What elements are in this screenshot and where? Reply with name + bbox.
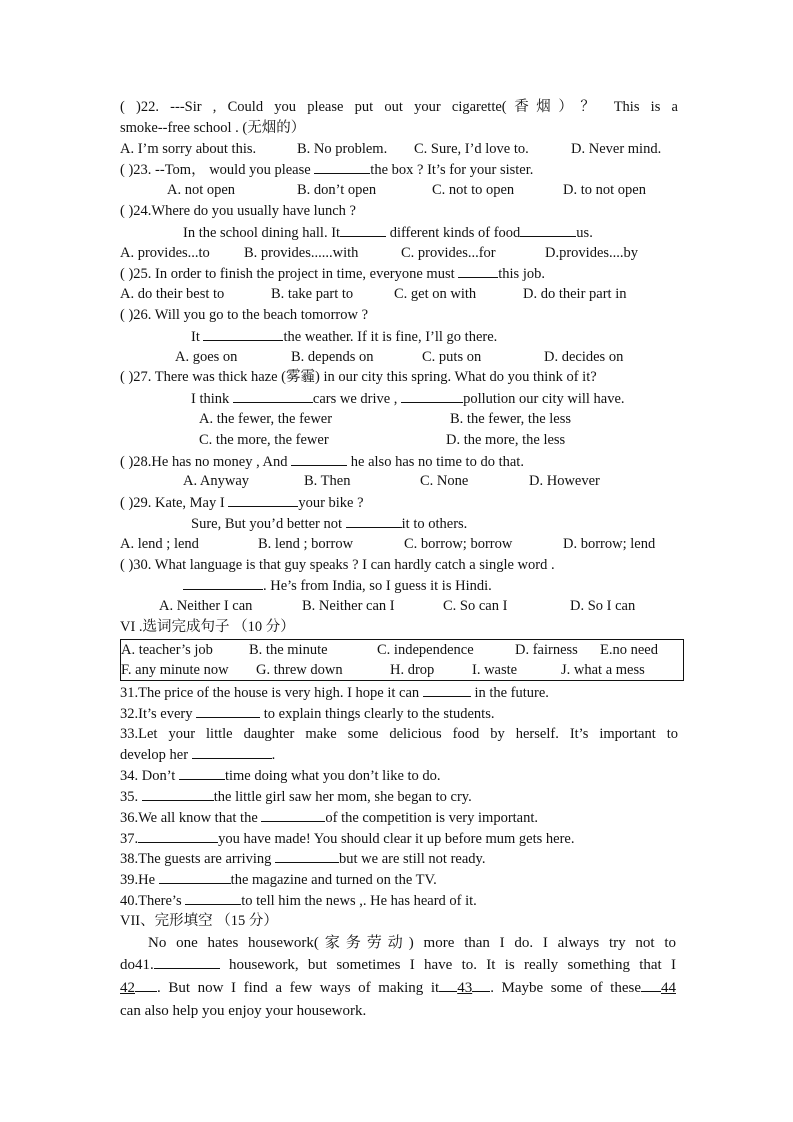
- q23-options: [120, 180, 678, 201]
- q27-line2: [120, 388, 678, 409]
- q33-line1: 33.Let your little daughter make some delicious food by herself. It’s important to: [120, 725, 678, 742]
- q24-line2-b: different kinds of food: [386, 224, 521, 241]
- q27-blank-2: [401, 388, 463, 403]
- q23-line1: [120, 159, 678, 180]
- word-bank: [120, 639, 684, 681]
- q24-options: [120, 243, 678, 264]
- q33-post: .: [271, 747, 276, 764]
- q30-blank: [183, 575, 263, 590]
- q29-option-b: B. lend ; borrow: [258, 535, 354, 552]
- q28-line1: [120, 451, 678, 472]
- q26-options: [120, 347, 678, 368]
- word-f: F. any minute now: [121, 661, 229, 678]
- q27-blank-1: [233, 388, 313, 403]
- q24-option-d: D.provides....by: [545, 244, 639, 261]
- q27-options-row2: [120, 430, 678, 451]
- word-bank-row1: [121, 640, 683, 660]
- q27-line2-c: pollution our city will have.: [463, 391, 625, 408]
- q26-line2-b: the weather. If it is fine, I’ll go there.: [283, 328, 498, 345]
- q27-line2-b: cars we drive ,: [312, 391, 402, 408]
- q23-stem-pre: ( )23. --Tom， would you please: [120, 162, 315, 179]
- q22-line1: ( )22. ---Sir , Could you please put out your cigarette(香烟）？ This is a: [120, 99, 678, 115]
- q31-pre: 31.The price of the house is very high. I hope it can: [120, 684, 423, 701]
- q36-pre: 36.We all know that the: [120, 809, 262, 826]
- q24-option-a: A. provides...to: [120, 244, 210, 261]
- q40-pre: 40.There’s: [120, 892, 186, 909]
- q40-post: to tell him the news ,. He has heard of it.: [241, 892, 477, 909]
- q34-pre: 34. Don’t: [120, 768, 179, 785]
- q24-line2-c: us.: [576, 224, 593, 241]
- q22-option-a: A. I’m sorry about this.: [120, 140, 257, 157]
- q36: [120, 807, 678, 828]
- q29-line2: [120, 513, 678, 534]
- cloze-43-blank: 43: [457, 980, 473, 997]
- q31-post: in the future.: [470, 684, 549, 701]
- q28-stem-post: he also has no time to do that.: [347, 453, 524, 470]
- q22-option-d: D. Never mind.: [571, 140, 662, 157]
- q25-line1: [120, 263, 678, 284]
- q27-options-row1: [120, 409, 678, 430]
- q39-post: the magazine and turned on the TV.: [230, 872, 437, 889]
- q39-blank: [159, 869, 231, 884]
- q40-blank: [185, 890, 241, 905]
- q33-pre: develop her: [120, 747, 192, 764]
- q26-option-b: B. depends on: [291, 348, 374, 365]
- q35-pre: 35.: [120, 788, 142, 805]
- word-b: B. the minute: [249, 641, 328, 658]
- q35: [120, 786, 678, 807]
- q23-stem-post: the box ? It’s for your sister.: [370, 162, 534, 179]
- q23-blank: [314, 159, 370, 174]
- q37-post: you have made! You should clear it up before mum gets here.: [218, 830, 575, 847]
- cloze-42-blank: 42: [120, 980, 135, 997]
- cloze-41-pre: do41.: [120, 957, 154, 974]
- q30-options: [120, 596, 678, 617]
- q28-option-b: B. Then: [304, 473, 351, 490]
- q28-stem-pre: ( )28.He has no money , And: [120, 453, 292, 470]
- q36-blank: [261, 807, 325, 822]
- q32-pre: 32.It’s every: [120, 705, 197, 722]
- word-a: A. teacher’s job: [121, 641, 213, 658]
- q38: [120, 848, 678, 869]
- q32: [120, 703, 678, 724]
- q26-option-c: C. puts on: [422, 348, 482, 365]
- q26-option-d: D. decides on: [544, 348, 624, 365]
- q28-options: [120, 471, 678, 492]
- q22-option-c: C. Sure, I’d love to.: [414, 140, 529, 157]
- q39-pre: 39.He: [120, 872, 159, 889]
- q27-option-a: A. the fewer, the fewer: [199, 410, 333, 427]
- q25-stem-pre: ( )25. In order to finish the project in time, everyone must: [120, 266, 459, 283]
- cloze-41-blank: [154, 954, 220, 969]
- q29-options: [120, 534, 678, 555]
- cloze-44-underline-pre: [641, 977, 661, 992]
- q35-post: the little girl saw her mom, she began to cry.: [213, 788, 472, 805]
- cloze-line3: [120, 977, 676, 1000]
- q28-option-a: A. Anyway: [183, 473, 250, 490]
- word-h: H. drop: [390, 661, 435, 678]
- q25-blank: [458, 263, 498, 278]
- q29-line2-b: it to others.: [401, 515, 468, 532]
- q26-line2-a: It: [191, 328, 204, 345]
- cloze-42-post: . But now I find a few ways of making it: [157, 980, 440, 997]
- q30-option-a: A. Neither I can: [159, 598, 253, 615]
- q39: [120, 869, 678, 890]
- q23-option-b: B. don’t open: [297, 182, 377, 199]
- q28-option-d: D. However: [529, 473, 600, 490]
- q22-option-b: B. No problem.: [297, 140, 388, 157]
- q24-blank-2: [520, 222, 576, 237]
- q37-pre: 37.: [120, 830, 139, 847]
- q29-option-a: A. lend ; lend: [120, 535, 199, 552]
- q23-option-a: A. not open: [167, 182, 236, 199]
- q22-options: [120, 139, 678, 160]
- q24-option-b: B. provides......with: [244, 244, 359, 261]
- q24-blank-1: [340, 222, 386, 237]
- q28-option-c: C. None: [420, 473, 469, 490]
- q30-option-c: C. So can I: [443, 598, 508, 615]
- q38-post: but we are still not ready.: [339, 851, 486, 868]
- q34-blank: [179, 765, 225, 780]
- q29-option-d: D. borrow; lend: [563, 535, 656, 552]
- q23-option-c: C. not to open: [432, 182, 515, 199]
- q30-option-b: B. Neither can I: [302, 598, 395, 615]
- section7-title: VII、完形填空 （15 分）: [120, 912, 278, 929]
- q25-option-c: C. get on with: [394, 286, 477, 303]
- q26-line2: [120, 326, 678, 347]
- q25-stem-post: this job.: [498, 266, 545, 283]
- q27-option-c: C. the more, the fewer: [199, 431, 329, 448]
- cloze-43-post: . Maybe some of these: [490, 980, 641, 997]
- word-c: C. independence: [377, 641, 474, 658]
- q35-blank: [142, 786, 214, 801]
- q31: [120, 682, 678, 703]
- q40: [120, 890, 678, 911]
- q23-option-d: D. to not open: [563, 182, 646, 199]
- q26-option-a: A. goes on: [175, 348, 238, 365]
- cloze-44-blank: 44: [660, 980, 676, 997]
- word-j: J. what a mess: [561, 661, 645, 678]
- cloze-41-post: housework, but sometimes I have to. It is really something that I: [219, 957, 676, 974]
- q22-line2: smoke--free school . (无烟的）: [120, 119, 306, 136]
- q24-option-c: C. provides...for: [401, 244, 496, 261]
- word-i: I. waste: [472, 661, 518, 678]
- section6-title: VI .选词完成句子 （10 分）: [120, 618, 295, 635]
- q24-line2: [120, 222, 678, 243]
- q38-blank: [275, 848, 339, 863]
- q30-line2: [120, 575, 678, 596]
- q34: [120, 765, 678, 786]
- q29-stem-pre: ( )29. Kate, May I: [120, 495, 229, 512]
- q33-blank: [192, 744, 272, 759]
- q27-line2-a: I think: [191, 391, 233, 408]
- q29-blank-2: [346, 513, 402, 528]
- q29-stem-post: your bike ?: [298, 495, 364, 512]
- cloze-42-underline: [135, 977, 157, 992]
- q25-option-a: A. do their best to: [120, 286, 225, 303]
- q37-blank: [138, 828, 218, 843]
- q36-post: of the competition is very important.: [325, 809, 539, 826]
- q25-options: [120, 284, 678, 305]
- cloze-43-underline-post: [472, 977, 490, 992]
- q30-line2-b: . He’s from India, so I guess it is Hindi.: [263, 578, 492, 595]
- cloze-line4: can also help you enjoy your housework.: [120, 1003, 367, 1020]
- q32-post: to explain things clearly to the students.: [260, 705, 495, 722]
- cloze-line2: [120, 954, 676, 977]
- q24-line1: ( )24.Where do you usually have lunch ?: [120, 202, 356, 219]
- q32-blank: [196, 703, 260, 718]
- q31-blank: [423, 682, 471, 697]
- q29-line2-a: Sure, But you’d better not: [191, 515, 346, 532]
- cloze-43-underline-pre: [439, 977, 457, 992]
- q29-option-c: C. borrow; borrow: [404, 535, 513, 552]
- q26-line1: ( )26. Will you go to the beach tomorrow ?: [120, 306, 369, 323]
- word-e: E.no need: [600, 641, 658, 658]
- cloze-line1: No one hates housework(家务劳动) more than I do. I always try not to: [148, 934, 676, 951]
- q27-option-d: D. the more, the less: [446, 431, 566, 448]
- q24-line2-a: In the school dining hall. It: [183, 224, 341, 241]
- word-g: G. threw down: [256, 661, 343, 678]
- q29-line1: [120, 492, 678, 513]
- q29-blank-1: [228, 492, 298, 507]
- word-d: D. fairness: [515, 641, 578, 658]
- q27-option-b: B. the fewer, the less: [450, 410, 572, 427]
- q33-line2: [120, 744, 678, 765]
- q27-line1: ( )27. There was thick haze (雾霾) in our city this spring. What do you think of it?: [120, 369, 597, 386]
- q25-option-d: D. do their part in: [523, 286, 627, 303]
- exam-page: [120, 97, 678, 1023]
- q34-post: time doing what you don’t like to do.: [224, 768, 441, 785]
- word-bank-row2: [121, 660, 683, 680]
- q38-pre: 38.The guests are arriving: [120, 851, 276, 868]
- q30-option-d: D. So I can: [570, 598, 636, 615]
- q37: [120, 828, 678, 849]
- cloze-passage: [120, 932, 676, 1023]
- q26-blank: [203, 326, 283, 341]
- q28-blank: [291, 451, 347, 466]
- q30-line1: ( )30. What language is that guy speaks ? I can hardly catch a single word .: [120, 556, 555, 573]
- q25-option-b: B. take part to: [271, 286, 354, 303]
